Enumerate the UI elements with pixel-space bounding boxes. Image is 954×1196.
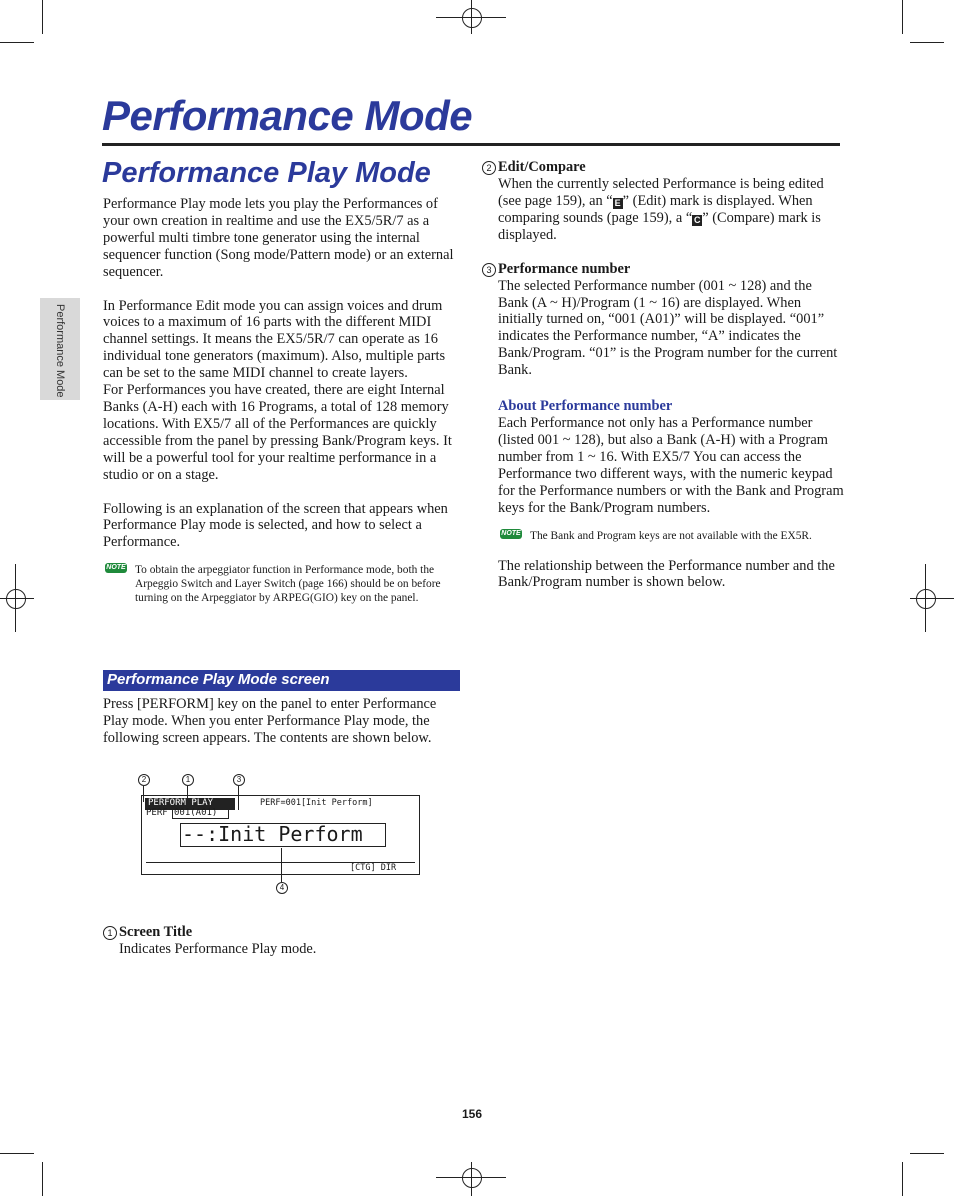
item-number: 3 bbox=[482, 263, 496, 277]
right-column bbox=[482, 159, 844, 591]
note-ex5r bbox=[482, 529, 844, 543]
item-title: Performance number bbox=[498, 260, 631, 277]
lcd-header-right: PERF=001[Init Perform] bbox=[260, 798, 373, 808]
item-performance-number-body: The selected Performance number (001 ~ 128) and the Bank (A ~ H)/Program (1 ~ 16) are displayed. When initially turned on, “001 (A01)” will be displayed. “001” indicates the Performance number, “A” indicates the Bank/Program. “01” is the Program number for the current Bank. bbox=[498, 277, 838, 379]
side-tab-label: Performance Mode bbox=[54, 304, 66, 398]
note-text: The Bank and Program keys are not available with the EX5R. bbox=[530, 529, 812, 542]
item-body: Indicates Performance Play mode. bbox=[119, 941, 317, 957]
subsection-title: Performance Play Mode screen bbox=[107, 671, 330, 688]
paragraph-intro: Performance Play mode lets you play the Performances of your own creation in realtime and use the EX5/5R/7 as a powerful multi timbre tone generator using the internal sequencer function (Song mode/Pattern mode) or an external sequencer. bbox=[103, 196, 454, 280]
lcd-screen bbox=[141, 795, 420, 875]
lcd-perf-number: 001(A01) bbox=[174, 808, 218, 818]
title-rule bbox=[102, 143, 840, 146]
about-title: About Performance number bbox=[498, 398, 673, 415]
paragraph-banks: For Performances you have created, there are eight Internal Banks (A-H) each with 16 Programs, a total of 128 memory locations. With EX5/7 all of the Performances are quickly accessible from the panel by pressing Bank/Program keys. It will be a powerful tool for your realtime performance in a studio or on a stage. bbox=[103, 382, 452, 483]
lcd-performance-name: --:Init Perform bbox=[182, 822, 363, 846]
note-icon: NOTE bbox=[501, 529, 521, 537]
lcd-title: PERFORM PLAY bbox=[148, 798, 214, 808]
callout-3: 3 bbox=[233, 774, 245, 786]
note-text: To obtain the arpeggiator function in Performance mode, both the Arpeggio Switch and Layer Switch (page 166) should be on before turning on the Arpeggiator by ARPEG(GIO) key on the panel. bbox=[135, 564, 441, 605]
item-title: Edit/Compare bbox=[498, 159, 586, 175]
paragraph-following: Following is an explanation of the screen that appears when Performance Play mode is selected, and how to select a Performance. bbox=[103, 500, 448, 551]
relationship-text: The relationship between the Performance number and the Bank/Program number is shown below. bbox=[498, 557, 835, 591]
paragraph-edit-mode: In Performance Edit mode you can assign voices and drum voices to a maximum of 16 parts with the different MIDI channel settings. It means the EX5/5R/7 can operate as 16 individual tone generators (maximum). Also, multiple parts can be set to the same MIDI channel to create layers. bbox=[103, 297, 446, 382]
item-edit-compare-body: When the currently selected Performance is being edited (see page 159), an “ E ” (Edit) mark is displayed. When comparing sounds (page 159), a “ C ” (Compare) mark is displayed. bbox=[498, 176, 824, 243]
left-column bbox=[103, 196, 463, 605]
compare-mark-icon: C bbox=[693, 214, 701, 225]
about-body: Each Performance not only has a Performance number (listed 001 ~ 128), but also a Bank (A-H) with a Program number from 1 ~ 16. With EX5/7 You can access the Performance two different ways, with the numeric keypad for the Performance numbers or with the Bank and Program keys for the Bank/Program numbers. bbox=[498, 415, 844, 516]
callout-4: 4 bbox=[276, 882, 288, 894]
callout-1: 1 bbox=[182, 774, 194, 786]
note-arpeggiator bbox=[103, 563, 463, 605]
screen-intro bbox=[103, 696, 463, 747]
page-title: Performance Mode bbox=[102, 92, 473, 139]
callout-2: 2 bbox=[138, 774, 150, 786]
lcd-footer: [CTG] DIR bbox=[350, 863, 397, 873]
note-icon: NOTE bbox=[106, 564, 126, 572]
item-number: 2 bbox=[482, 161, 496, 175]
item-screen-title bbox=[103, 924, 463, 958]
screen-intro-text: Press [PERFORM] key on the panel to enter Performance Play mode. When you enter Performance Play mode, the following screen appears. The contents are shown below. bbox=[103, 696, 437, 746]
lcd-perf-label: PERF bbox=[146, 808, 168, 818]
section-title: Performance Play Mode bbox=[102, 157, 431, 189]
item-title: Screen Title bbox=[119, 924, 193, 940]
page-number: 156 bbox=[462, 1107, 483, 1121]
edit-mark-icon: E bbox=[614, 197, 621, 208]
item-number: 1 bbox=[103, 926, 117, 940]
subsection-bar bbox=[103, 670, 460, 691]
